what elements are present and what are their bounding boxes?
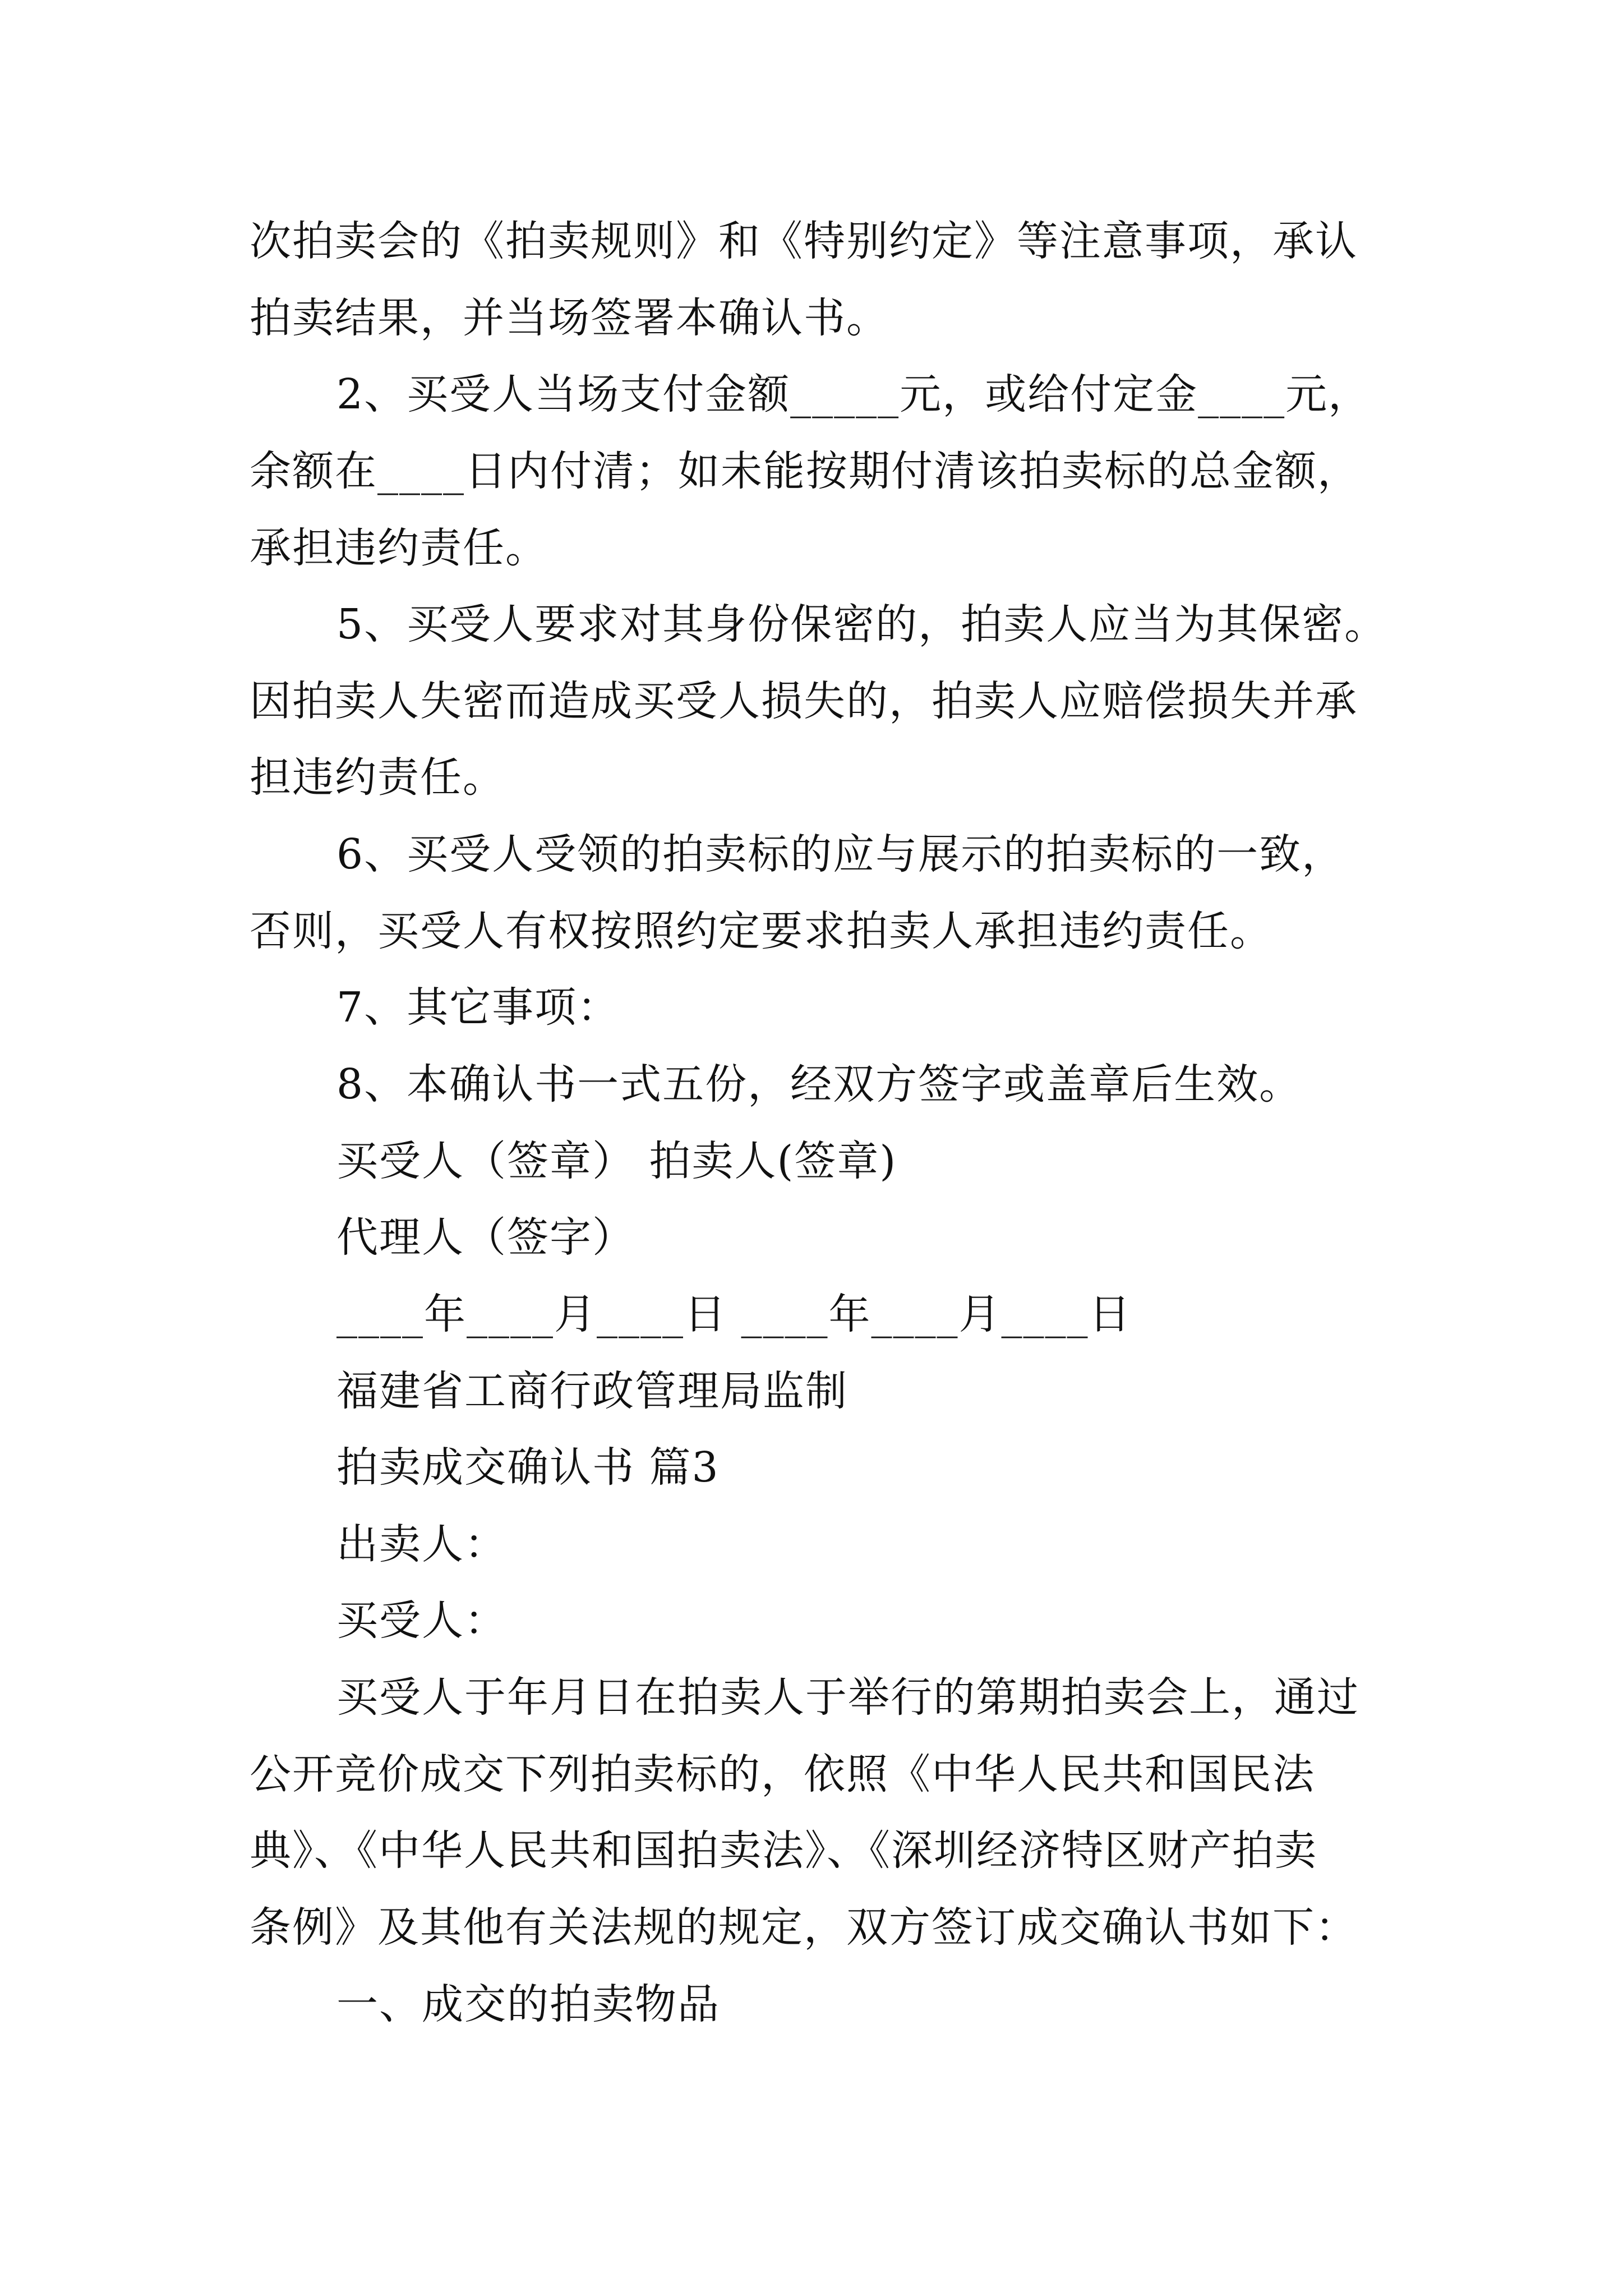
supervisor-line: 福建省工商行政管理局监制: [336, 1367, 848, 1415]
text-line: 出卖人：: [336, 1520, 507, 1568]
text-line: 条例》及其他有关法规的规定，双方签订成交确认书如下：: [250, 1903, 1358, 1952]
text-line: 否则，买受人有权按照约定要求拍卖人承担违约责任。: [250, 907, 1272, 955]
text-line: 7、其它事项：: [336, 983, 620, 1032]
agent-signature-line: 代理人（签字）: [336, 1213, 635, 1262]
text-line: 典》、《中华人民共和国拍卖法》、《深圳经济特区财产拍卖: [250, 1826, 1317, 1875]
text-line: 5、买受人要求对其身份保密的，拍卖人应当为其保密。: [336, 600, 1387, 648]
text-line: 公开竞价成交下列拍卖标的，依照《中华人民共和国民法: [250, 1750, 1315, 1798]
text-line: 担违约责任。: [250, 753, 505, 802]
text-line: 买受人于年月日在拍卖人于举行的第期拍卖会上，通过: [336, 1673, 1359, 1722]
text-line: 2、买受人当场支付金额_____元，或给付定金____元，: [336, 370, 1371, 418]
text-line: 承担违约责任。: [250, 524, 548, 572]
text-line: 拍卖结果，并当场签署本确认书。: [250, 294, 889, 342]
text-line: 6、买受人受领的拍卖标的应与展示的拍卖标的一致，: [336, 830, 1345, 878]
text-line: 余额在____日内付清；如未能按期付清该拍卖标的总金额，: [250, 447, 1360, 495]
text-line: 因拍卖人失密而造成买受人损失的，拍卖人应赔偿损失并承: [250, 677, 1358, 725]
signature-line: 买受人（签章） 拍卖人(签章): [336, 1137, 897, 1185]
text-line: 买受人：: [336, 1596, 507, 1645]
text-line: 次拍卖会的《拍卖规则》和《特别约定》等注意事项，承认: [250, 217, 1358, 265]
section-title: 拍卖成交确认书 篇3: [336, 1443, 720, 1492]
date-line: ____年____月____日 ____年____月____日: [336, 1290, 1132, 1338]
text-line: 一、成交的拍卖物品: [336, 1980, 720, 2028]
text-line: 8、本确认书一式五份，经双方签字或盖章后生效。: [336, 1060, 1302, 1108]
